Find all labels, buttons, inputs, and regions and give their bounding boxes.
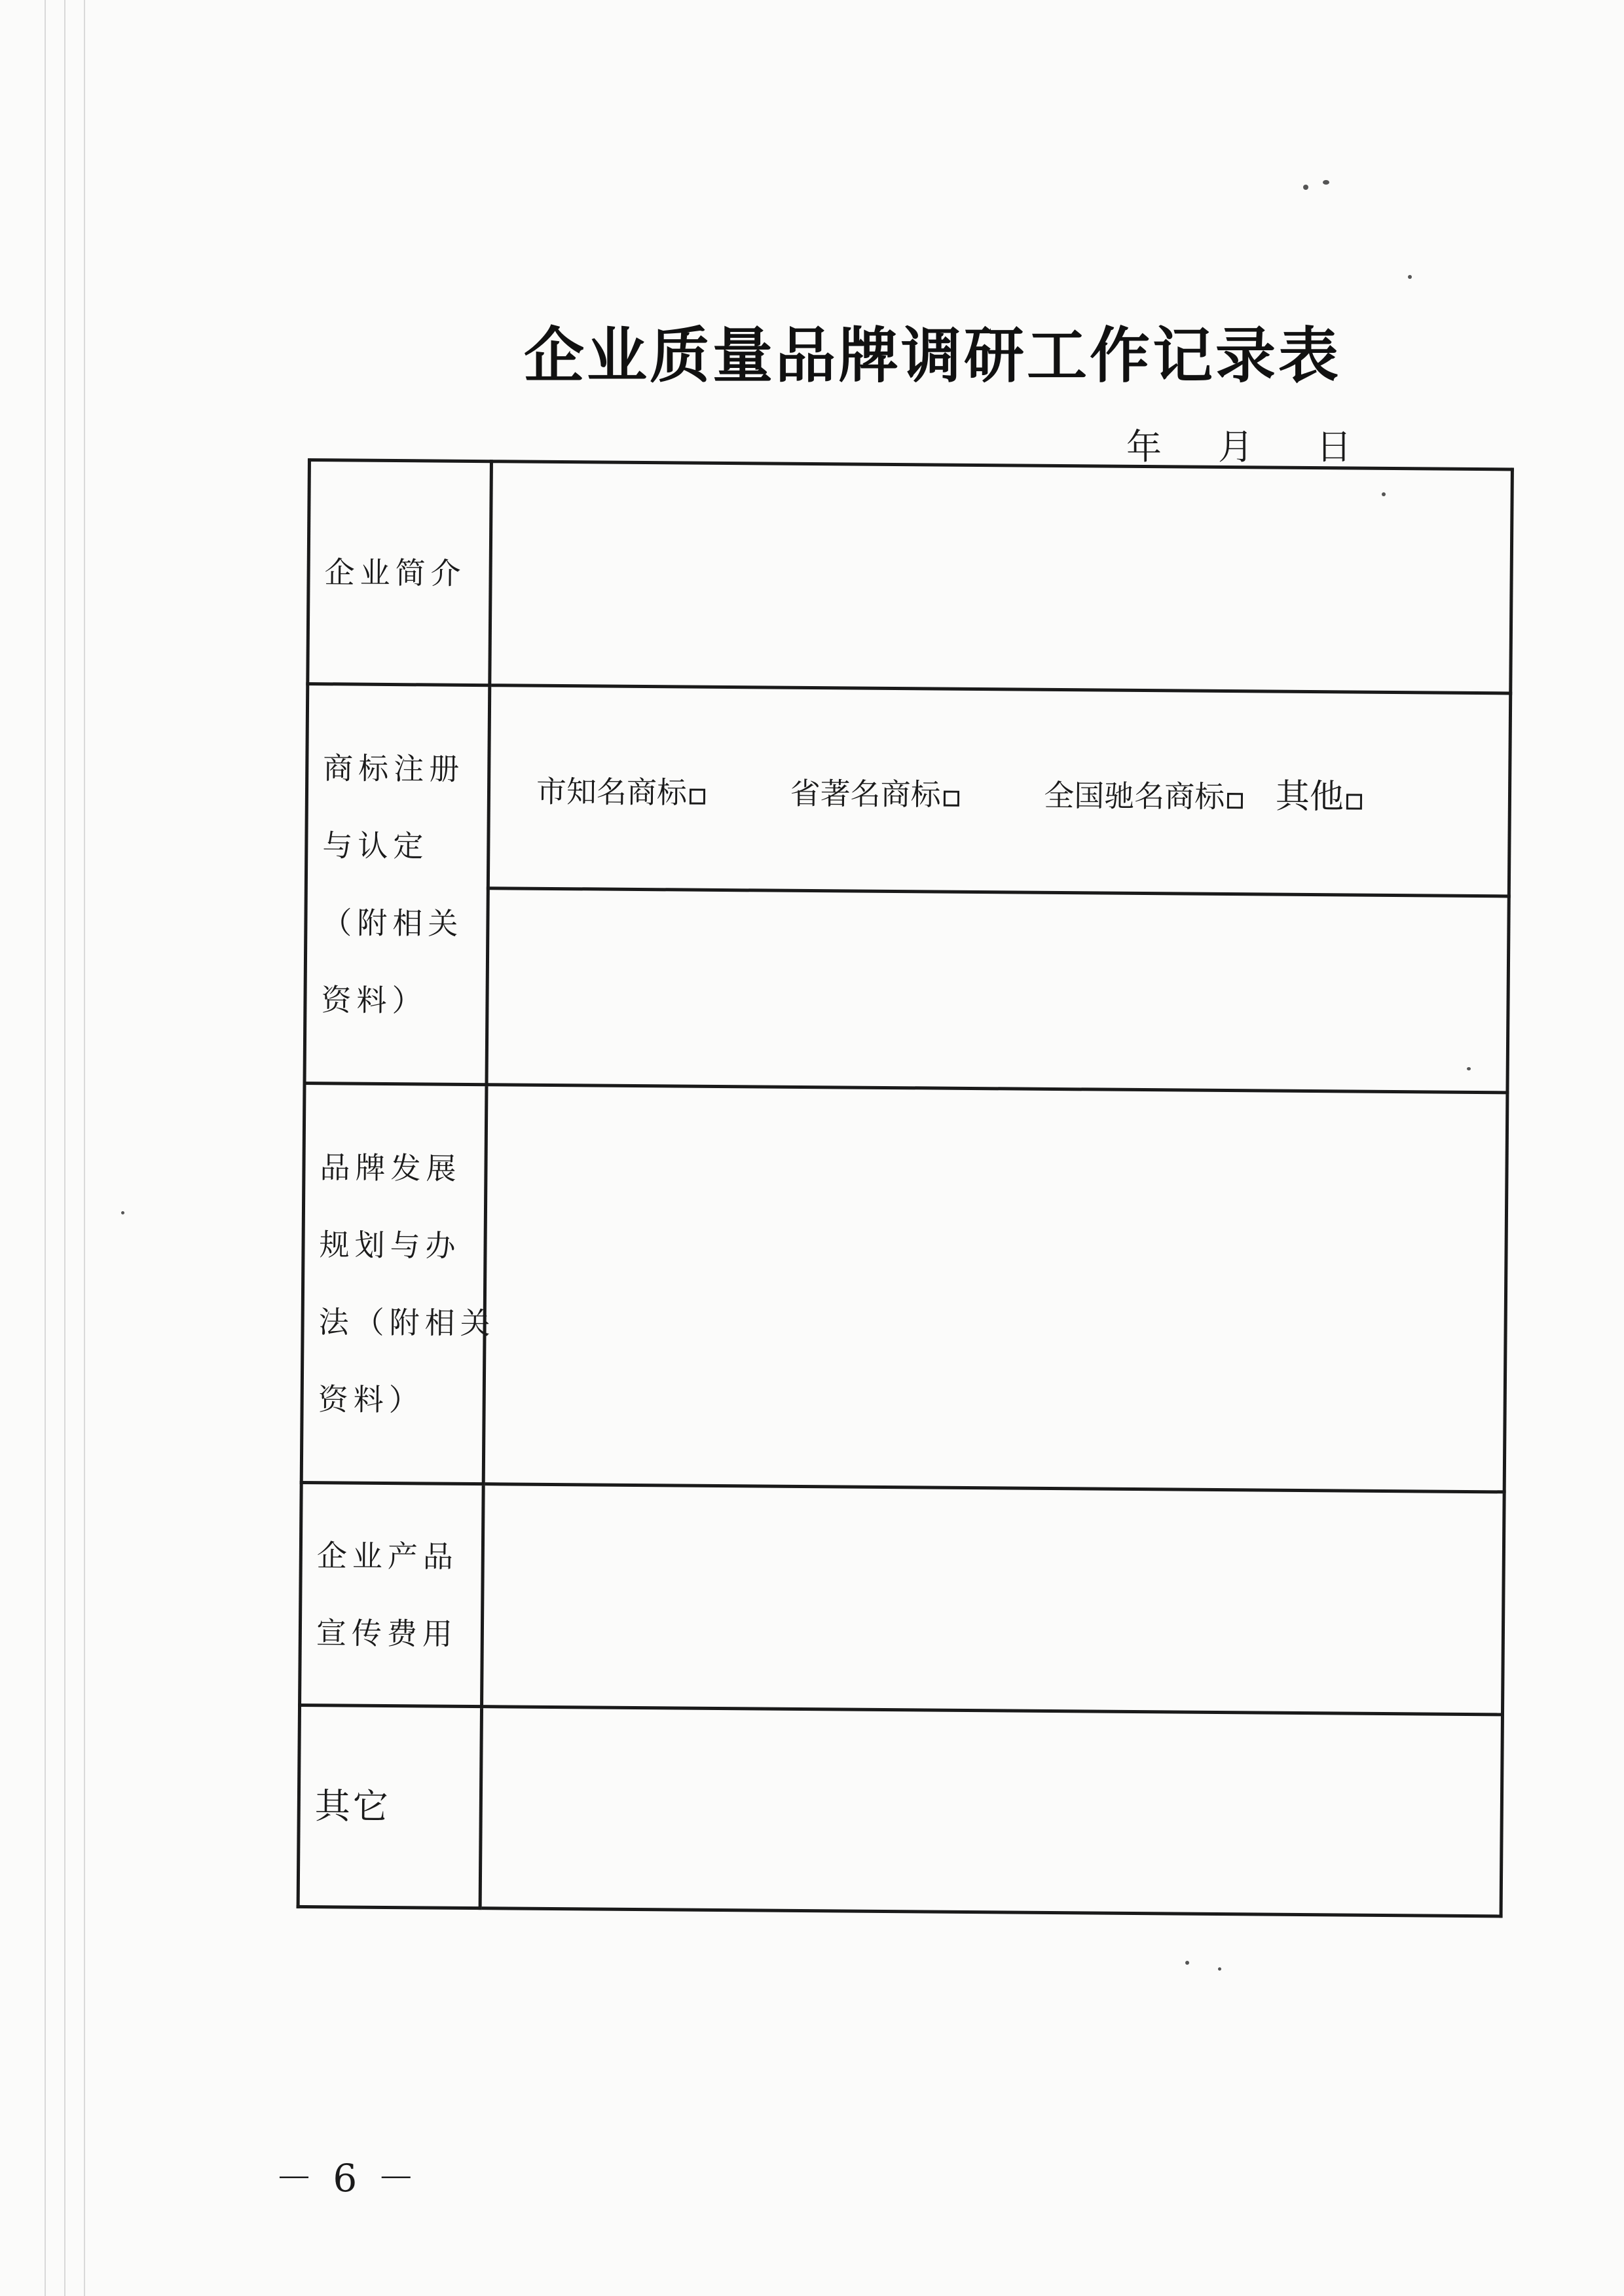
option-national-well-known-trademark[interactable] [1044,772,1244,816]
label-trademark [304,684,490,1085]
row-trademark-options [306,684,1510,896]
trademark-options [488,685,1510,896]
field-company-intro[interactable] [490,462,1513,693]
label-line: 法（附相关 [318,1303,496,1341]
label-line: 与认定 [322,827,429,864]
scan-edge-line [84,0,85,2296]
label-line: 商标注册 [323,750,465,787]
scan-speck [1323,180,1329,185]
checkbox-icon[interactable] [1346,793,1362,809]
date-month-label: 月 [1218,426,1253,467]
label-other [298,1705,481,1908]
date-day-label: 日 [1316,426,1352,467]
label-line: （附相关 [322,904,464,941]
scan-speck [1185,1961,1189,1965]
record-form-table [297,458,1514,1914]
checkbox-icon[interactable] [690,789,705,805]
field-trademark-attachments[interactable] [487,888,1509,1093]
option-other[interactable] [1276,769,1363,818]
option-city-famous-trademark[interactable] [536,768,706,812]
field-brand-plan[interactable] [483,1085,1507,1492]
label-line: 品牌发展 [320,1149,462,1186]
label-line: 宣传费用 [316,1614,458,1652]
option-label: 其他 [1275,776,1344,817]
scan-speck [1303,185,1308,190]
label-company-intro [308,460,492,685]
row-other [298,1705,1502,1916]
label-line: 企业产品 [316,1537,459,1575]
label-brand-plan [301,1083,496,1484]
scan-speck [1408,275,1412,279]
label-promo-expense [300,1482,484,1706]
document-title: 企业质量品牌调研工作记录表 [524,321,1342,391]
scan-edge-line [45,0,46,2296]
row-company-intro [308,460,1513,693]
label-line: 资料） [321,981,428,1018]
option-label: 省著名商标 [790,775,941,812]
scan-speck [1467,1067,1471,1070]
date-year-label: 年 [1126,426,1162,467]
checkbox-icon[interactable] [1227,793,1243,809]
option-label: 全国驰名商标 [1044,777,1225,815]
field-promo-expense[interactable] [482,1484,1505,1715]
label-line: 其它 [314,1785,392,1827]
row-promo-expense [300,1482,1505,1714]
label-line: 规划与办 [319,1226,461,1264]
scan-speck [121,1211,124,1214]
checkbox-icon[interactable] [943,791,959,807]
label-line: 企业简介 [324,554,466,591]
label-line: 资料） [318,1381,424,1417]
option-label: 市知名商标 [536,773,688,811]
scan-speck [1218,1967,1221,1971]
field-other[interactable] [480,1707,1502,1916]
row-brand-plan [301,1083,1507,1491]
scan-speck [1382,492,1386,496]
page-number: － 6 － [275,2156,419,2200]
scan-edge-line [64,0,65,2296]
option-province-famous-trademark[interactable] [790,770,959,814]
